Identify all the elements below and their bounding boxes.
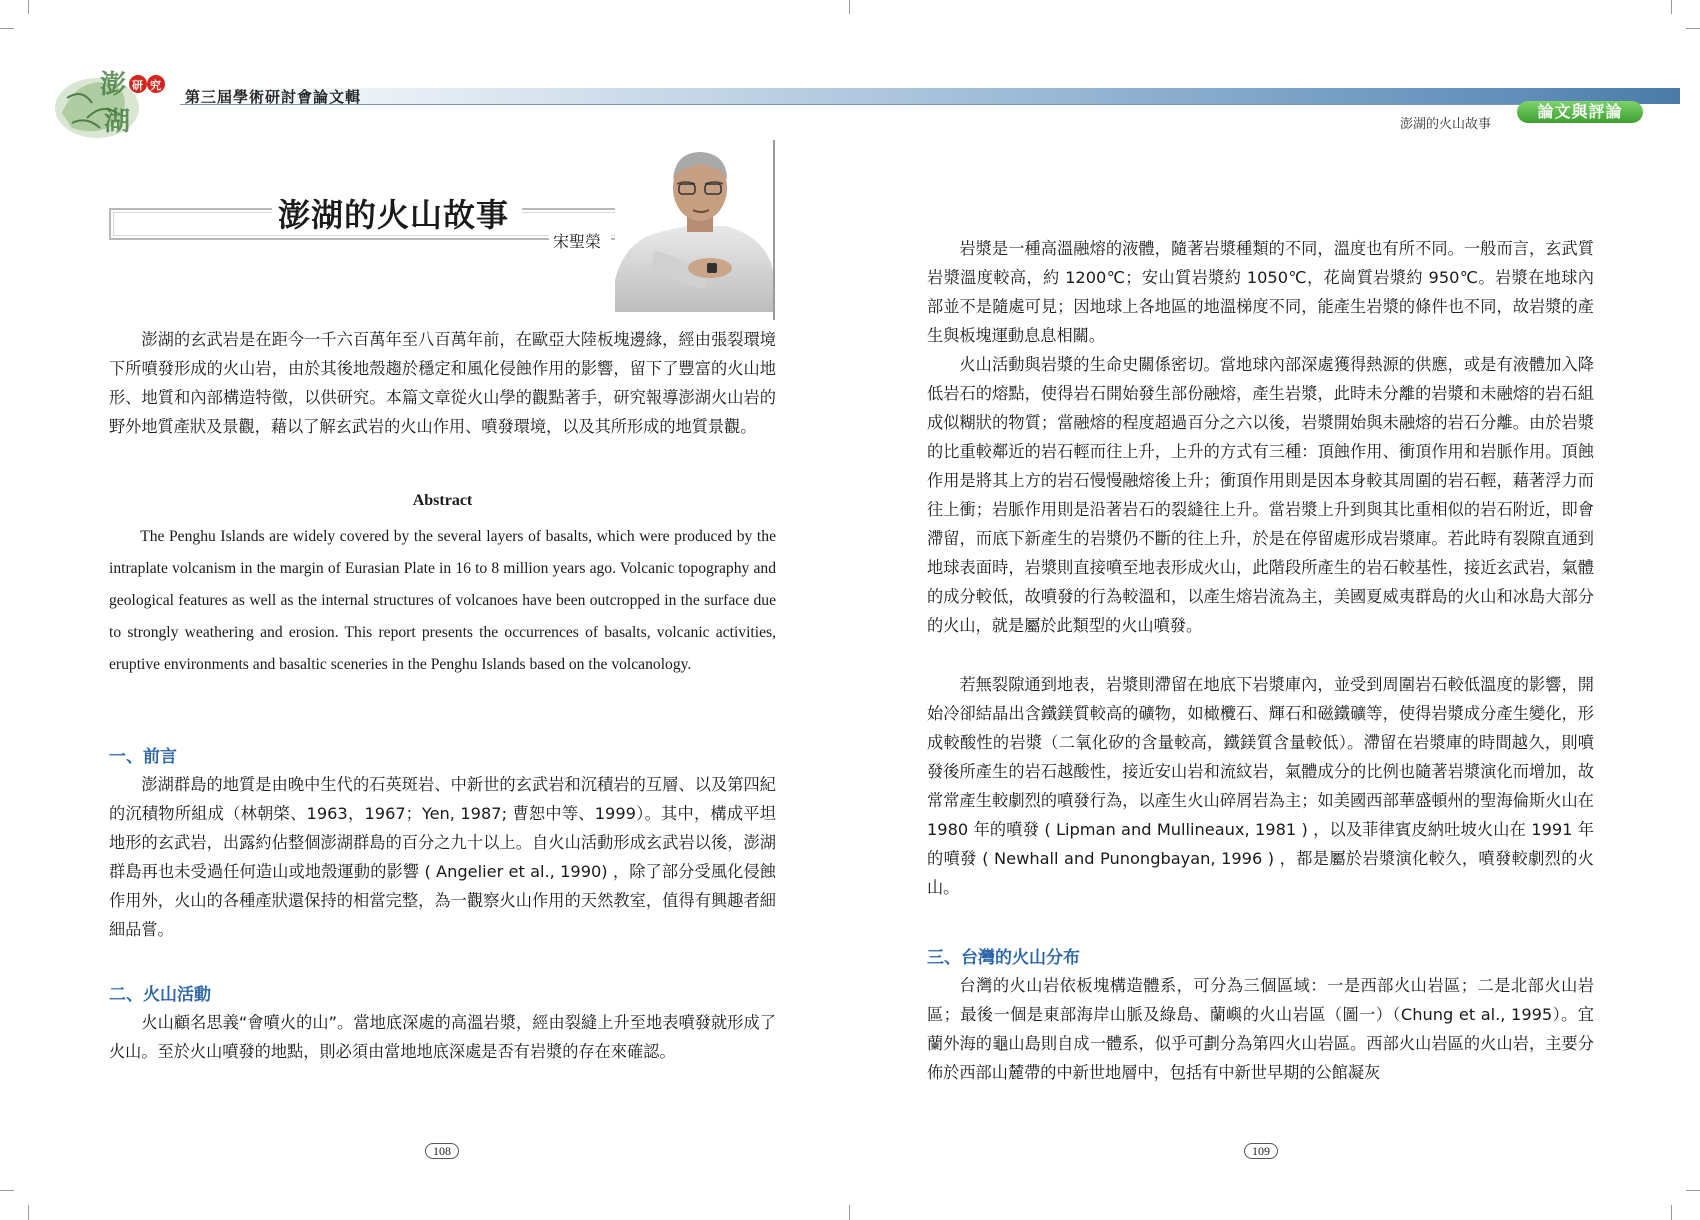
section2-paragraph: 火山顧名思義“會噴火的山”。當地底深處的高溫岩漿，經由裂縫上升至地表噴發就形成了火山。至於火山噴發的地點，則必須由當地地底深處是否有岩漿的存在來確認。 bbox=[109, 1013, 776, 1061]
svg-text:澎: 澎 bbox=[100, 70, 127, 100]
magma-paragraph: 岩漿是一種高溫融熔的液體，隨著岩漿種類的不同，溫度也有所不同。一般而言，玄武質岩漿溫度較高，約 1200℃；安山質岩漿約 1050℃，花崗質岩漿約 950℃。岩漿在地球內部並不是隨處可見；因地球上各地區的地溫梯度不同，能產生岩漿的條件也不同，故岩漿的產生與板塊運動息息相關。 bbox=[927, 239, 1594, 345]
page-number-left: 108 bbox=[425, 1143, 459, 1159]
photo-divider bbox=[773, 140, 775, 320]
crop-mark bbox=[849, 1205, 850, 1220]
header-rule bbox=[180, 104, 1525, 105]
author-portrait bbox=[615, 140, 773, 312]
section-badge: 論文與評論 bbox=[1517, 101, 1643, 123]
page-number-right: 109 bbox=[1244, 1143, 1278, 1159]
volcanic-activity-paragraph: 火山活動與岩漿的生命史關係密切。當地球內部深處獲得熱源的供應，或是有液體加入降低岩石的熔點，使得岩石開始發生部份融熔，產生岩漿，此時未分離的岩漿和未融熔的岩石組成似糊狀的物質；當融熔的程度超過百分之六以後，岩漿開始與未融熔的岩石分離。由於岩漿的比重較鄰近的岩石輕而往上升，上升的方式有三種：頂蝕作用、衝頂作用和岩脈作用。頂蝕作用是將其上方的岩石慢慢融熔後上升；衝頂作用則是因本身較其周圍的岩石輕，藉著浮力而往上衝；岩脈作用則是沿著岩石的裂縫往上升。當岩漿上升到與其比重相似的岩石附近，即會滯留，而底下新產生的岩漿仍不斷的往上升，於是在停留處形成岩漿庫。若此時有裂隙直通到地球表面時，岩漿則直接噴至地表形成火山，此階段所產生的岩石較基性，接近玄武岩，氣體的成分較低，故噴發的行為較溫和，以產生熔岩流為主，美國夏威夷群島的火山和冰島大部分的火山，就是屬於此類型的火山噴發。 bbox=[927, 355, 1594, 635]
abstract-heading: Abstract bbox=[412, 492, 473, 509]
crop-mark bbox=[1686, 1190, 1700, 1191]
crop-mark bbox=[1686, 28, 1700, 29]
svg-text:究: 究 bbox=[150, 79, 161, 92]
crop-mark bbox=[1671, 0, 1672, 14]
article-title: 澎湖的火山故事 bbox=[278, 196, 510, 234]
header-band bbox=[180, 88, 1680, 104]
crop-mark bbox=[0, 1190, 14, 1191]
svg-text:湖: 湖 bbox=[104, 107, 131, 137]
crop-mark bbox=[0, 28, 14, 29]
section2-heading: 二、火山活動 bbox=[109, 985, 211, 1005]
summary-paragraph: 澎湖的玄武岩是在距今一千六百萬年至八百萬年前，在歐亞大陸板塊邊緣，經由張裂環境下所噴發形成的火山岩，由於其後地殼趨於穩定和風化侵蝕作用的影響，留下了豐富的火山地形、地質和內部構造特徵，以供研究。本篇文章從火山學的觀點著手，研究報導澎湖火山岩的野外地質產狀及景觀，藉以了解玄武岩的火山作用、噴發環境，以及其所形成的地質景觀。 bbox=[109, 330, 776, 436]
journal-title: 第三屆學術研討會論文輯 bbox=[185, 88, 362, 106]
crop-mark bbox=[849, 0, 850, 14]
abstract-paragraph: The Penghu Islands are widely covered by the several layers of basalts, which were produced by the intraplate volcanism in the margin of Eurasian Plate in 16 to 8 million years ago. Volcanic topography and geological features as well as the internal structures of volcanoes have been outcropped in the surface due to strongly weathering and erosion. This report presents the occurrences of basalts, volcanic activities, eruptive environments and basaltic sceneries in the Penghu Islands based on the volcanology. bbox=[109, 528, 776, 673]
crop-mark bbox=[1671, 1205, 1672, 1220]
magma-chamber-paragraph: 若無裂隙通到地表，岩漿則滯留在地底下岩漿庫內，並受到周圍岩石較低溫度的影響，開始冷卻結晶出含鐵鎂質較高的礦物，如橄欖石、輝石和磁鐵礦等，使得岩漿成分產生變化，形成較酸性的岩漿（二氧化矽的含量較高，鐵鎂質含量較低）。滯留在岩漿庫的時間越久，則噴發後所產生的岩石越酸性，接近安山岩和流紋岩，氣體成分的比例也隨著岩漿演化而增加，故常常產生較劇烈的噴發行為，以產生火山碎屑岩為主；如美國西部華盛頓州的聖海倫斯火山在 1980 年的噴發 ( Lipman and Mullineaux, 1981 ) ，以及菲律賓皮納吐坡火山在 1991 年的噴發 ( Newhall and Punongbayan, 1996 ) ，都是屬於岩漿演化較久，噴發較劇烈的火山。 bbox=[927, 675, 1594, 897]
section1-paragraph: 澎湖群島的地質是由晚中生代的石英斑岩、中新世的玄武岩和沉積岩的互層、以及第四紀的沉積物所組成（林朝棨、1963，1967；Yen, 1987; 曹恕中等、1999）。其中，構成平坦地形的玄武岩，出露約佔整個澎湖群島的百分之九十以上。自火山活動形成玄武岩以後，澎湖群島再也未受過任何造山或地殼運動的影響 ( Angelier et al., 1990) ，除了部分受風化侵蝕作用外，火山的各種產狀還保持的相當完整，為一觀察火山作用的天然教室，值得有興趣者細細品嘗。 bbox=[109, 775, 776, 939]
running-title: 澎湖的火山故事 bbox=[1400, 117, 1492, 132]
penghu-research-logo bbox=[52, 58, 167, 143]
svg-text:研: 研 bbox=[132, 79, 143, 92]
section3-heading: 三、台灣的火山分布 bbox=[927, 948, 1080, 968]
author-name: 宋聖榮 bbox=[553, 232, 602, 251]
crop-mark bbox=[28, 1205, 29, 1220]
section1-heading: 一、前言 bbox=[109, 747, 177, 767]
crop-mark bbox=[28, 0, 29, 14]
section3-paragraph: 台灣的火山岩依板塊構造體系，可分為三個區域：一是西部火山岩區；二是北部火山岩區；最後一個是東部海岸山脈及綠島、蘭嶼的火山岩區（圖一）（Chung et al., 1995）。宜蘭外海的龜山島則自成一體系，似乎可劃分為第四火山岩區。西部火山岩區的火山岩，主要分佈於西部山麓帶的中新世地層中，包括有中新世早期的公館凝灰 bbox=[927, 976, 1594, 1082]
